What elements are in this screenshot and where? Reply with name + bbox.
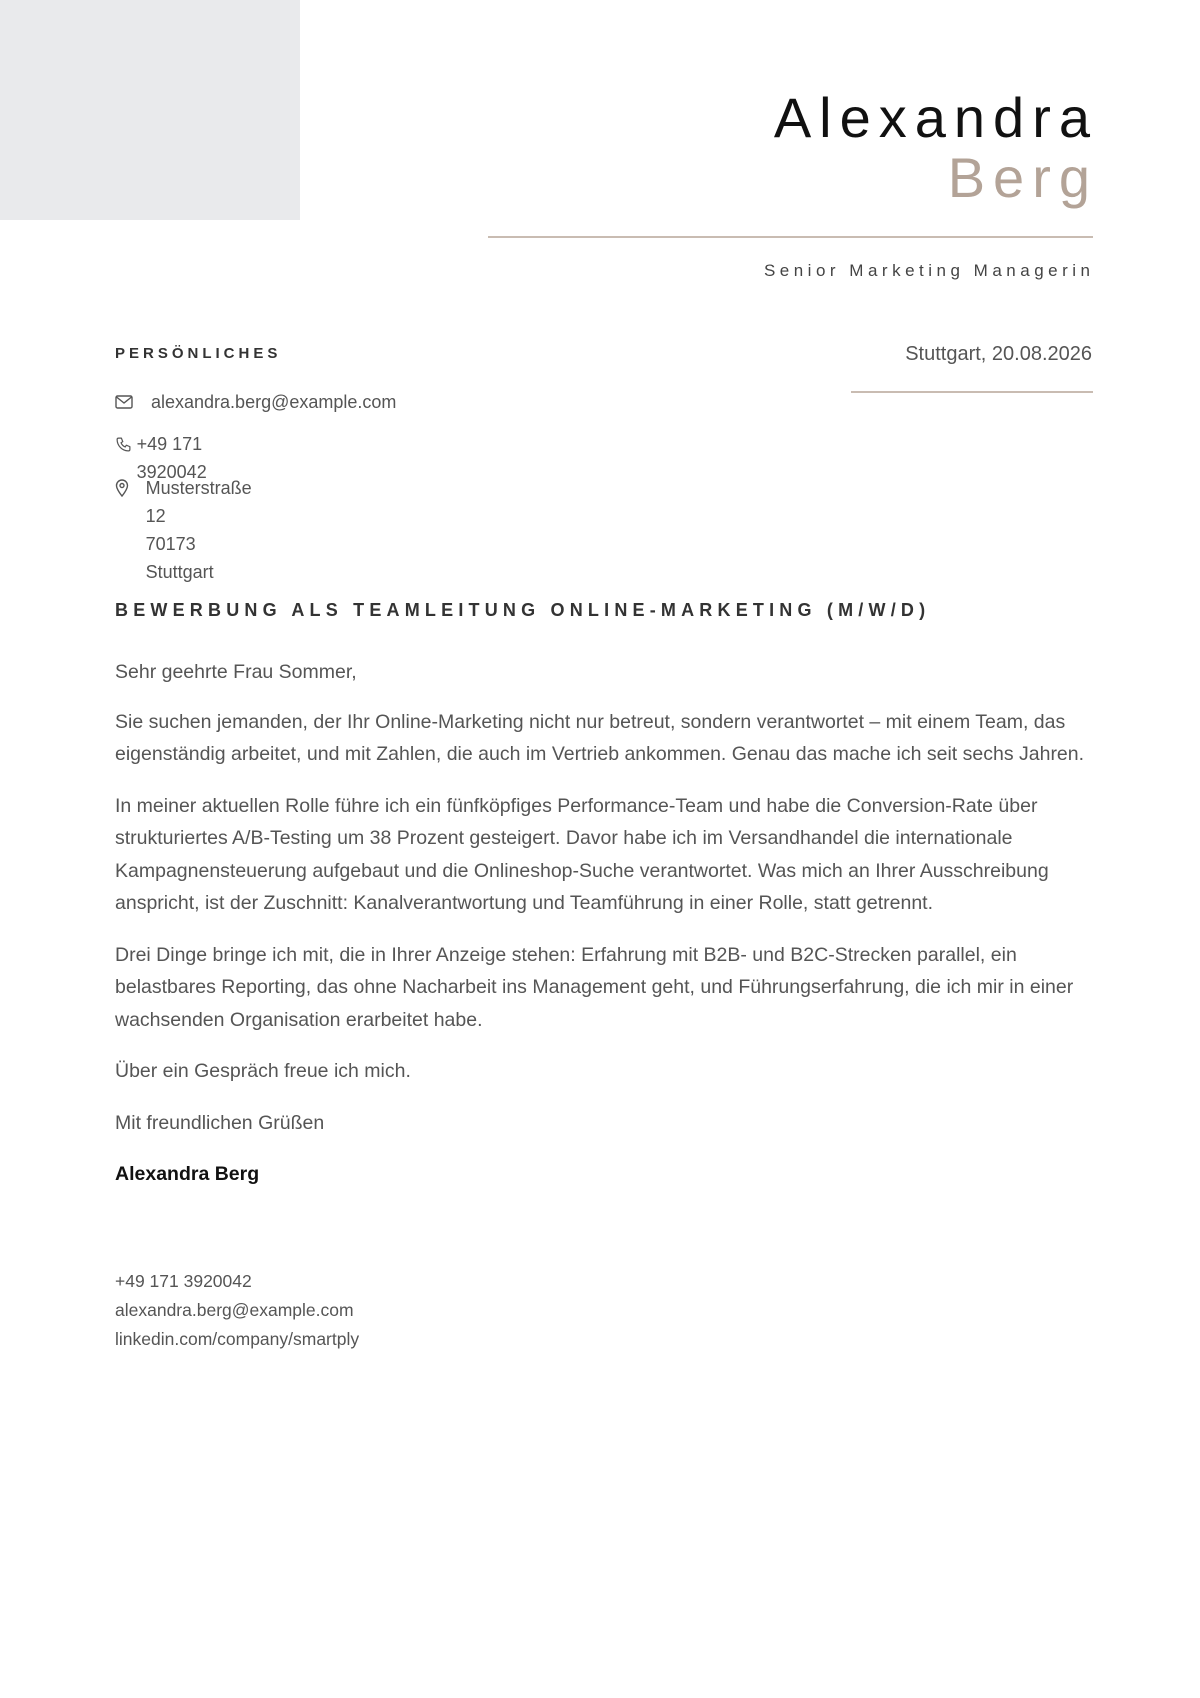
footer-email[interactable]: alexandra.berg@example.com <box>115 1300 354 1320</box>
personal-section-heading: PERSÖNLICHES <box>115 345 282 362</box>
paragraph: Sie suchen jemanden, der Ihr Online-Marketing nicht nur betreut, sondern verantwortet – mit einem Team, das eigenständig arbeitet, und mit Zahlen, die auch im Vertrieb ankommen. Genau das mache ich seit sechs Jahren. <box>115 710 1085 765</box>
name-block <box>773 86 1098 209</box>
address-street: Musterstraße 12 <box>145 478 252 526</box>
paragraph: Über ein Gespräch freue ich mich. <box>115 1060 411 1082</box>
job-title: Senior Marketing Managerin <box>763 261 1095 280</box>
closing: Mit freundlichen Grüßen <box>115 1111 325 1134</box>
letter-date: Stuttgart, 20.08.2026 <box>905 343 1092 365</box>
map-pin-icon <box>115 474 146 502</box>
contact-address-row <box>115 474 257 586</box>
signature: Alexandra Berg <box>115 1163 260 1185</box>
address-city: 70173 Stuttgart <box>145 534 214 582</box>
salutation: Sehr geehrte Frau Sommer, <box>115 661 357 683</box>
paragraph: Drei Dinge bringe ich mit, die in Ihrer Anzeige stehen: Erfahrung mit B2B- und B2C-Strecken parallel, ein belastbares Reporting, das ohne Nacharbeit ins Management geht, und Führungserfahrung, die ich mir in einer wachsenden Organisation erarbeitet habe. <box>115 943 1074 1031</box>
letter-body <box>115 656 1100 1210</box>
last-name: Berg <box>947 146 1098 209</box>
phone-icon <box>115 430 137 458</box>
letter-subject: BEWERBUNG ALS TEAMLEITUNG ONLINE-MARKETING (M/W/D) <box>115 600 931 620</box>
name-divider <box>488 236 1093 238</box>
photo-placeholder <box>0 0 300 220</box>
footer-linkedin[interactable]: linkedin.com/company/smartply <box>115 1329 360 1349</box>
envelope-icon <box>115 388 151 416</box>
contact-email[interactable]: alexandra.berg@example.com <box>151 392 397 412</box>
contact-email-row <box>115 388 396 416</box>
contact-phone[interactable]: +49 171 3920042 <box>136 434 207 482</box>
date-divider <box>851 391 1093 393</box>
first-name: Alexandra <box>773 86 1098 149</box>
paragraph: In meiner aktuellen Rolle führe ich ein fünfköpfiges Performance-Team und habe die Conversion-Rate über strukturiertes A/B-Testing um 38 Prozent gesteigert. Davor habe ich im Versandhandel die internationale Kampagnensteuerung aufgebaut und die Onlineshop-Suche verantwortet. Was mich an Ihrer Ausschreibung anspricht, ist der Zuschnitt: Kanalverantwortung und Teamführung in einer Rolle, statt getrennt. <box>115 794 1049 914</box>
footer-phone[interactable]: +49 171 3920042 <box>115 1271 252 1291</box>
footer-contact <box>115 1267 359 1354</box>
contact-address <box>146 474 257 586</box>
